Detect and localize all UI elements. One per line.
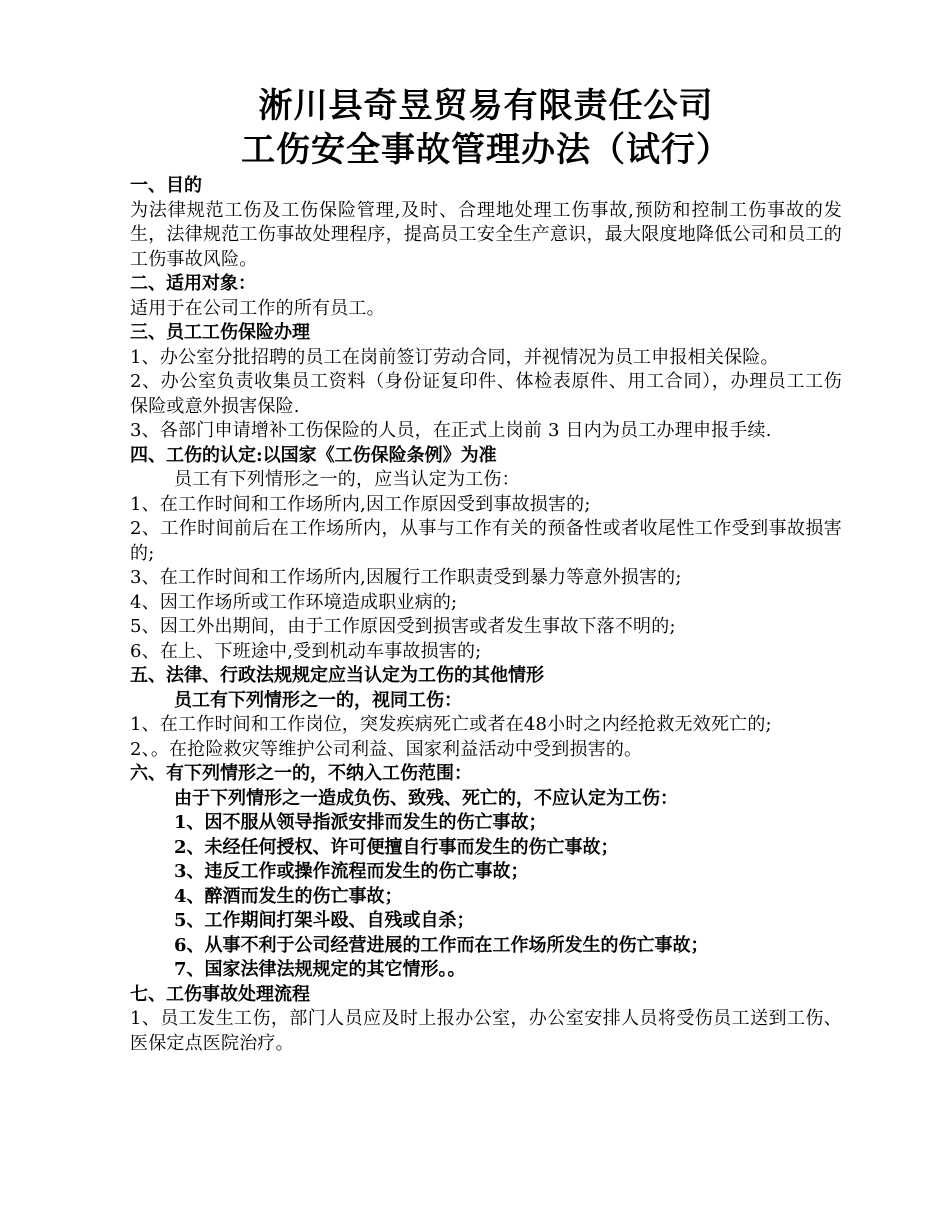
paragraph-line: 2、工作时间前后在工作场所内，从事与工作有关的预备性或者收尾性工作受到事故损害的; [130,518,842,564]
paragraph-line: 员工有下列情形之一的，视同工伤： [174,689,462,711]
document-title-policy: 工伤安全事故管理办法（试行） [241,130,731,170]
paragraph-line: 5、工作期间打架斗殴、自残或自杀； [174,910,475,931]
paragraph-line: 1、员工发生工伤，部门人员应及时上报办公室，办公室安排人员将受伤员工送到工伤、医保定点医院治疗。 [130,1008,842,1054]
document-body [130,174,842,1056]
document-title-company: 淅川县奇昱贸易有限责任公司 [258,86,714,126]
section-heading: 二、适用对象： [130,273,256,294]
document-page [130,84,842,1056]
paragraph-line: 6、从事不利于公司经营进展的工作而在工作场所发生的伤亡事故； [174,934,709,956]
paragraph-line: 由于下列情形之一造成负伤、致残、死亡的，不应认定为工伤： [174,787,678,809]
paragraph-line: 1、在工作时间和工作岗位，突发疾病死亡或者在48小时之内经抢救无效死亡的; [130,714,772,735]
paragraph-line: 4、因工作场所或工作环境造成职业病的; [130,591,458,613]
section-heading: 六、有下列情形之一的，不纳入工伤范围： [130,763,472,784]
paragraph-line: 7、国家法律法规规定的其它情形。。 [174,959,466,980]
section-heading: 一、目的 [130,175,202,196]
section-heading: 三、员工工伤保险办理 [130,322,310,343]
paragraph-line: 3、各部门申请增补工伤保险的人员，在正式上岗前 3 日内为员工办理申报手续. [130,420,772,441]
paragraph-line: 1、在工作时间和工作场所内,因工作原因受到事故损害的; [130,493,591,515]
paragraph-line: 员工有下列情形之一的，应当认定为工伤： [174,469,520,490]
section-heading: 四、工伤的认定:以国家《工伤保险条例》为准 [130,444,497,466]
paragraph-line: 5、因工外出期间，由于工作原因受到损害或者发生事故下落不明的; [130,616,676,637]
section-heading: 五、法律、行政法规规定应当认定为工伤的其他情形 [130,665,544,686]
paragraph-line: 3、违反工作或操作流程而发生的伤亡事故； [174,861,529,882]
paragraph-line: 适用于在公司工作的所有员工。 [130,297,385,319]
paragraph-line: 2、办公室负责收集员工资料（身份证复印件、体检表原件、用工合同），办理员工工伤保险或意外损害保险. [130,371,842,417]
paragraph-line: 为法律规范工伤及工伤保险管理,及时、合理地处理工伤事故,预防和控制工伤事故的发生，法律规范工伤事故处理程序，提高员工安全生产意识，最大限度地降低公司和员工的工伤事故风险。 [130,199,842,270]
section-heading: 七、工伤事故处理流程 [130,983,310,1005]
paragraph-line: 6、在上、下班途中,受到机动车事故损害的; [130,640,482,662]
paragraph-line: 1、因不服从领导指派安排而发生的伤亡事故； [174,812,547,833]
paragraph-line: 2、。在抢险救灾等维护公司利益、国家利益活动中受到损害的。 [130,738,643,760]
paragraph-line: 4、醉酒而发生的伤亡事故； [174,885,403,907]
paragraph-line: 3、在工作时间和工作场所内,因履行工作职责受到暴力等意外损害的; [130,567,682,588]
paragraph-line: 1、办公室分批招聘的员工在岗前签订劳动合同，并视情况为员工申报相关保险。 [130,346,779,368]
paragraph-line: 2、未经任何授权、许可便擅自行事而发生的伤亡事故； [174,836,619,858]
